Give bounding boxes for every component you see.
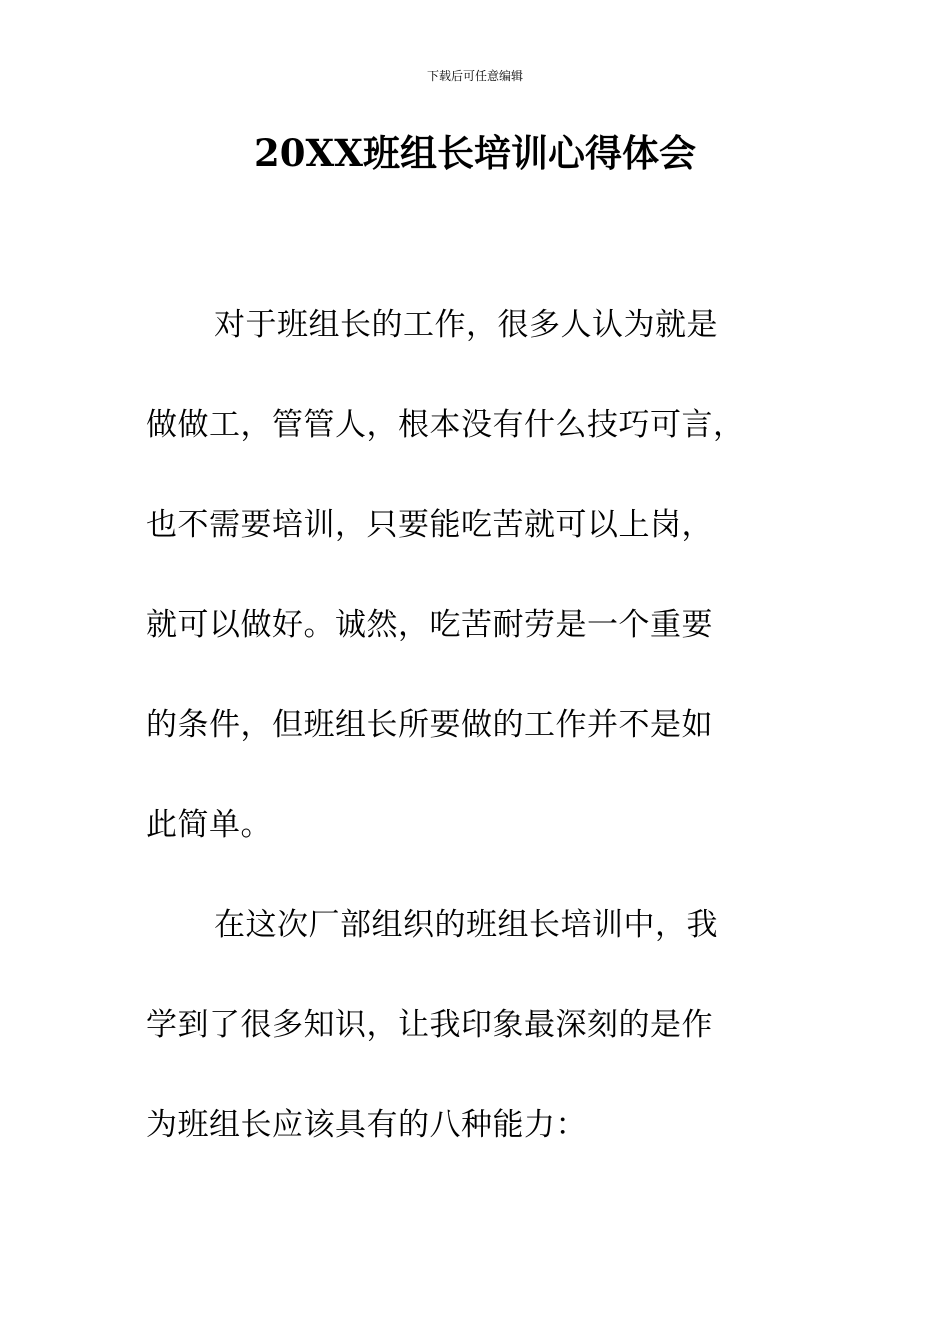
paragraph-line: 也不需要培训，只要能吃苦就可以上岗， (146, 507, 713, 543)
paragraph-line: 的条件，但班组长所要做的工作并不是如 (146, 707, 713, 743)
paragraph-line: 做做工，管管人，根本没有什么技巧可言， (146, 407, 745, 443)
paragraph-line: 就可以做好。诚然，吃苦耐劳是一个重要 (146, 607, 713, 643)
document-title: 20XX班组长培训心得体会 (254, 131, 696, 175)
paragraph-line: 在这次厂部组织的班组长培训中，我 (214, 907, 718, 943)
paragraph-line: 对于班组长的工作，很多人认为就是 (214, 307, 718, 343)
paragraph-line: 为班组长应该具有的八种能力： (146, 1107, 587, 1143)
paragraph-line: 学到了很多知识，让我印象最深刻的是作 (146, 1007, 713, 1043)
header-note: 下载后可任意编辑 (426, 69, 523, 83)
paragraph-line: 此简单。 (146, 807, 272, 843)
